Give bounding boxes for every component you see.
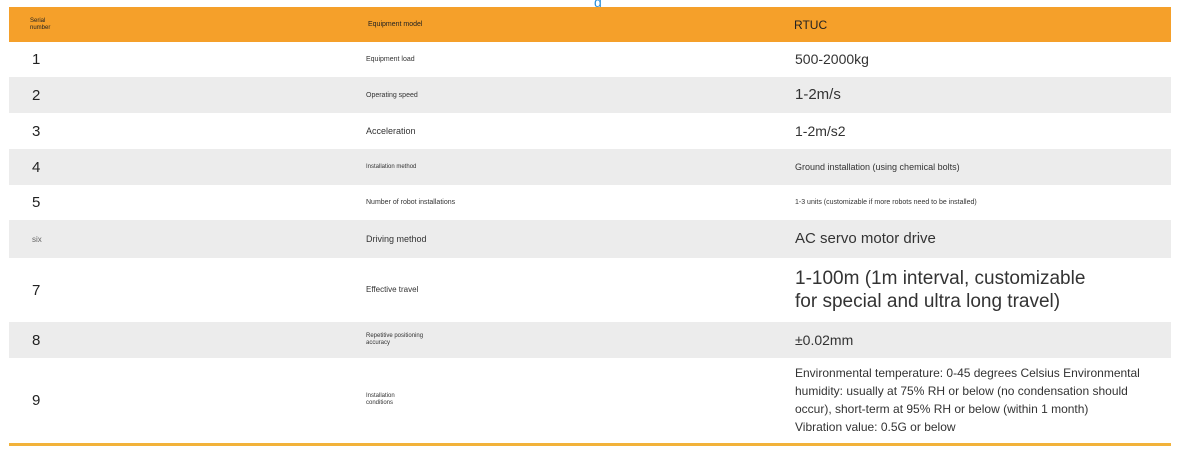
row-parameter-multiline (366, 322, 779, 358)
table-row (9, 258, 1171, 322)
table-footer-rule (9, 444, 1171, 446)
row-value-multiline (779, 358, 1171, 444)
row-parameter: Operating speed (366, 91, 418, 99)
footer-divider (9, 444, 1171, 446)
table-row (9, 322, 1171, 358)
spec-table (9, 7, 1171, 446)
param-line: accuracy (366, 340, 391, 346)
row-parameter: Driving method (366, 233, 427, 244)
row-serial: 9 (32, 391, 41, 409)
row-value: AC servo motor drive (795, 230, 936, 247)
table-row (9, 42, 1171, 77)
value-line: 1-100m (1m interval, customizable (795, 268, 1086, 289)
table-row (9, 220, 1171, 258)
param-line: Repetitive positioning (366, 333, 424, 339)
value-line: humidity: usually at 75% RH or below (no condensation should (795, 384, 1128, 399)
row-value: 500-2000kg (795, 51, 869, 67)
value-line: for special and ultra long travel) (795, 291, 1061, 312)
row-value-multiline (779, 258, 1171, 322)
value-line: Environmental temperature: 0-45 degrees Celsius Environmental (795, 366, 1140, 381)
row-parameter: Effective travel (366, 285, 419, 294)
value-line: Vibration value: 0.5G or below (795, 420, 956, 435)
row-serial: 5 (32, 194, 41, 211)
row-value: ±0.02mm (795, 331, 854, 348)
row-serial: 7 (32, 281, 41, 299)
row-serial: 2 (32, 86, 41, 104)
param-line: Installation (366, 393, 395, 400)
row-parameter: Acceleration (366, 125, 416, 136)
row-value: Ground installation (using chemical bolts) (795, 161, 960, 172)
row-parameter-multiline (366, 358, 779, 444)
table-row (9, 358, 1171, 444)
row-parameter: Number of robot installations (366, 199, 456, 206)
table-row (9, 149, 1171, 185)
row-parameter: Equipment load (366, 56, 415, 63)
row-serial: 4 (32, 158, 41, 176)
table-row (9, 185, 1171, 220)
row-serial: 1 (32, 51, 41, 68)
row-serial: six (32, 234, 42, 244)
header-model-value: RTUC (794, 17, 828, 32)
table-header-row (9, 7, 1171, 42)
table-row (9, 113, 1171, 149)
cropped-title-fragment: g (594, 0, 602, 10)
row-value: 1-2m/s (795, 86, 841, 103)
param-line: conditions (366, 400, 394, 407)
header-serial-number: Serial number (30, 17, 51, 31)
row-parameter: Installation method (366, 163, 417, 170)
value-line: occur), short-term at 95% RH or below (within 1 month) (795, 402, 1089, 417)
table-row (9, 77, 1171, 113)
row-serial: 8 (32, 331, 41, 349)
row-serial: 3 (32, 122, 41, 140)
row-value: 1-3 units (customizable if more robots need to be installed) (795, 199, 977, 206)
header-equipment-model: Equipment model (368, 21, 423, 28)
row-value: 1-2m/s2 (795, 122, 846, 139)
